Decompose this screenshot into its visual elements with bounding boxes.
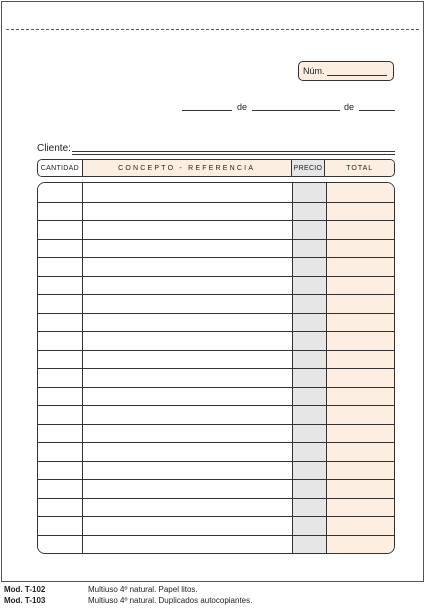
footer-desc: Multiuso 4º natural. Duplicados autocopiantes. <box>88 596 253 605</box>
invoice-sheet <box>1 1 424 582</box>
footer-model: Mod. T-103 <box>4 596 46 605</box>
client-field[interactable] <box>37 143 395 155</box>
number-label: Núm. <box>303 66 325 76</box>
footer-model: Mod. T-102 <box>4 585 46 594</box>
table-row-divider <box>38 442 394 443</box>
number-line <box>327 67 387 76</box>
date-day-line <box>182 110 232 111</box>
table-header <box>37 159 395 177</box>
table-row-divider <box>38 424 394 425</box>
header-concepto: CONCEPTO - REFERENCIA <box>83 160 292 176</box>
client-line <box>72 151 395 152</box>
table-row-divider <box>38 535 394 536</box>
table-row-divider <box>38 516 394 517</box>
table-row-divider <box>38 350 394 351</box>
footer <box>4 584 424 606</box>
number-field[interactable] <box>298 61 394 81</box>
table-row-divider <box>38 276 394 277</box>
table-row-divider <box>38 331 394 332</box>
table-row-divider <box>38 498 394 499</box>
table-row-divider <box>38 239 394 240</box>
client-label: Cliente: <box>37 143 71 154</box>
footer-line <box>4 595 424 606</box>
footer-line <box>4 584 424 595</box>
table-row-divider <box>38 368 394 369</box>
table-row-divider <box>38 220 394 221</box>
date-month-line <box>252 110 340 111</box>
header-total: TOTAL <box>325 160 394 176</box>
date-word-1: de <box>237 102 248 112</box>
header-cantidad: CANTIDAD <box>38 160 83 176</box>
date-row[interactable] <box>182 101 395 113</box>
table-row-divider <box>38 202 394 203</box>
table-row-divider <box>38 479 394 480</box>
date-word-2: de <box>344 102 355 112</box>
header-precio: PRECIO <box>292 160 326 176</box>
perforation-line <box>6 29 419 30</box>
table-row-divider <box>38 387 394 388</box>
table-row-divider <box>38 461 394 462</box>
footer-desc: Multiuso 4º natural. Papel litos. <box>88 585 198 594</box>
table-row-divider <box>38 405 394 406</box>
date-year-line <box>359 110 395 111</box>
client-line-double <box>72 154 395 155</box>
table-row-divider <box>38 294 394 295</box>
items-table[interactable] <box>37 182 395 554</box>
table-row-divider <box>38 257 394 258</box>
table-row-divider <box>38 313 394 314</box>
